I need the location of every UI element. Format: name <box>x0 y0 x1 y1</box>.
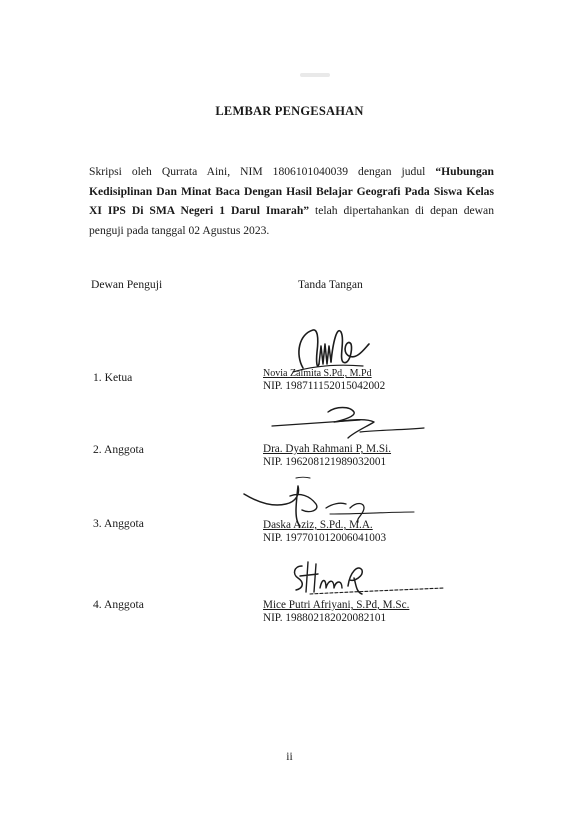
examiner-nip: NIP. 196208121989032001 <box>263 456 387 468</box>
signature-2 <box>270 402 430 442</box>
scan-smudge <box>300 73 330 77</box>
examiner-name: Daska Aziz, S.Pd., M.A. <box>263 519 373 531</box>
signature-4 <box>288 558 448 602</box>
role-4: 4. Anggota <box>93 598 144 611</box>
examiner-name: Novia Zalmita S.Pd., M.Pd <box>263 368 372 379</box>
examiner-2 <box>263 443 391 469</box>
role-2: 2. Anggota <box>93 443 144 456</box>
examiner-name: Mice Putri Afriyani, S.Pd, M.Sc. <box>263 599 410 611</box>
paragraph-intro: Skripsi oleh Qurrata Aini, NIM 1806101040039 dengan judul <box>89 165 436 178</box>
examiner-nip: NIP. 198802182020082101 <box>263 612 387 624</box>
role-3: 3. Anggota <box>93 517 144 530</box>
page-title: LEMBAR PENGESAHAN <box>215 104 364 118</box>
examiner-name: Dra. Dyah Rahmani P, M.Si. <box>263 443 392 455</box>
page-number: ii <box>286 750 293 763</box>
examiner-4 <box>263 599 409 625</box>
examiners-header: Dewan Penguji <box>91 278 163 291</box>
examiner-1 <box>263 367 385 393</box>
examiner-nip: NIP. 197701012006041003 <box>263 532 387 544</box>
examiner-nip: NIP. 198711152015042002 <box>263 380 386 392</box>
role-1: 1. Ketua <box>93 371 133 384</box>
paragraph-outro: telah dipertahankan di depan dewan penguji pada tanggal 02 Agustus 2023. <box>89 204 494 237</box>
examiner-3 <box>263 519 386 545</box>
approval-paragraph <box>89 162 494 240</box>
signature-header: Tanda Tangan <box>298 278 363 291</box>
thesis-title: “Hubungan Kedisiplinan Dan Minat Baca Dengan Hasil Belajar Geografi Pada Siswa Kelas XI IPS Di SMA Negeri 1 Darul Imarah” <box>89 165 494 217</box>
